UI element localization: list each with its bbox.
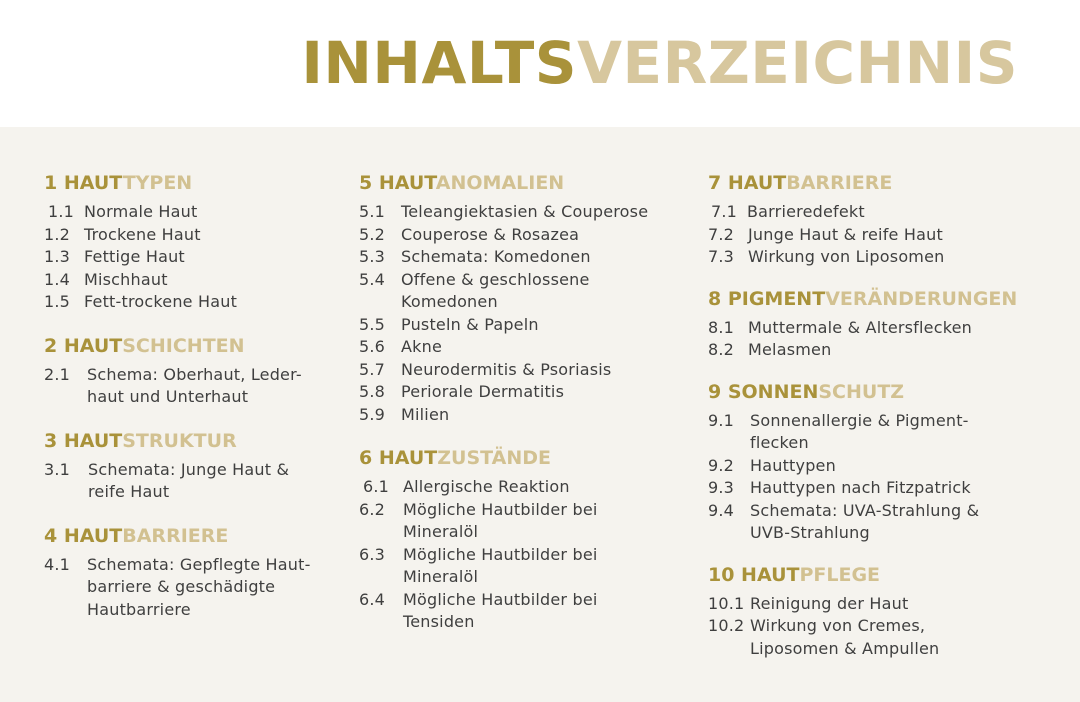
- section-heading: [44, 524, 344, 548]
- entry-number: 8.2: [708, 340, 735, 359]
- entry-number: 1.2: [44, 224, 71, 244]
- toc-section: [44, 171, 344, 314]
- section-heading: [708, 563, 1068, 587]
- entry-number: 5.2: [359, 224, 386, 244]
- entry-number: 1.1: [48, 202, 75, 221]
- entry-title: Periorale Dermatitis: [401, 382, 565, 401]
- section-heading: [44, 334, 344, 358]
- section-heading: [708, 171, 1068, 195]
- heading-part1: 3 HAUT: [44, 429, 123, 452]
- toc-entry[interactable]: [708, 615, 1068, 660]
- page-title-part2: VERZEICHNIS: [577, 29, 1018, 97]
- toc-entry[interactable]: [359, 404, 689, 427]
- toc-entry[interactable]: [359, 224, 689, 247]
- toc-entry[interactable]: [708, 317, 1068, 340]
- entry-title: Schema: Oberhaut, Leder-haut und Unterhaut: [87, 364, 302, 406]
- heading-part2: BARRIERE: [122, 524, 229, 547]
- toc-entry[interactable]: [359, 476, 689, 499]
- toc-entry[interactable]: [359, 269, 689, 314]
- toc-entry[interactable]: [708, 201, 1068, 224]
- entry-number: 6.1: [363, 477, 390, 496]
- heading-part2: PFLEGE: [799, 563, 881, 586]
- heading-part2: VERÄNDERUNGEN: [825, 287, 1018, 310]
- entry-title: Hauttypen nach Fitzpatrick: [750, 478, 971, 497]
- entry-number: 3.1: [44, 459, 71, 479]
- toc-entry[interactable]: [708, 246, 1068, 269]
- heading-part1: 8 PIGMENT: [708, 287, 826, 310]
- toc-section: [708, 380, 1068, 545]
- entry-title: Neurodermitis & Psoriasis: [401, 359, 612, 379]
- toc-entry[interactable]: [44, 554, 344, 622]
- entry-number: 7.3: [708, 247, 735, 266]
- toc-column-3: [708, 171, 1068, 674]
- toc-entry[interactable]: [44, 246, 344, 269]
- heading-part2: ANOMALIEN: [435, 172, 565, 194]
- toc-entry[interactable]: [708, 477, 1068, 500]
- entry-number: 5.5: [359, 314, 386, 334]
- entry-title: Mischhaut: [84, 269, 168, 289]
- heading-part1: 1 HAUT: [44, 172, 123, 194]
- toc-section: [44, 429, 344, 504]
- toc-entry[interactable]: [359, 246, 689, 269]
- toc-entry[interactable]: [44, 269, 344, 292]
- toc-entry[interactable]: [708, 224, 1068, 247]
- entry-number: 5.9: [359, 404, 386, 424]
- entry-title: Akne: [401, 337, 442, 356]
- entry-title: Sonnenallergie & Pigment-flecken: [750, 410, 969, 452]
- entry-title: Wirkung von Cremes, Liposomen & Ampullen: [750, 616, 940, 658]
- entry-number: 7.2: [708, 224, 735, 244]
- toc-entry[interactable]: [359, 499, 689, 544]
- toc-entry[interactable]: [708, 339, 1068, 362]
- entry-number: 9.2: [708, 455, 735, 475]
- section-heading: [708, 380, 1068, 404]
- toc-entry[interactable]: [44, 224, 344, 247]
- entry-number: 10.1: [708, 593, 745, 613]
- toc-section: [44, 524, 344, 622]
- section-heading: [359, 446, 689, 470]
- entry-number: 5.1: [359, 202, 386, 221]
- heading-part2: BARRIERE: [786, 172, 893, 194]
- entry-number: 9.4: [708, 500, 735, 520]
- entry-title: Offene & geschlossene Komedonen: [401, 269, 590, 311]
- entry-title: Wirkung von Liposomen: [748, 247, 945, 266]
- entry-title: Mögliche Hautbilder bei Mineralöl: [403, 499, 598, 541]
- section-heading: [359, 171, 689, 195]
- entry-title: Muttermale & Altersflecken: [748, 317, 972, 337]
- entry-number: 6.4: [359, 589, 386, 609]
- entry-title: Schemata: Junge Haut & reife Haut: [88, 459, 290, 501]
- toc-entry[interactable]: [359, 544, 689, 589]
- entry-number: 1.5: [44, 292, 71, 311]
- entry-number: 8.1: [708, 317, 735, 337]
- entry-title: Mögliche Hautbilder bei Tensiden: [403, 589, 598, 631]
- entry-number: 5.4: [359, 269, 386, 289]
- entry-number: 5.6: [359, 337, 386, 356]
- toc-entry[interactable]: [359, 359, 689, 382]
- entry-title: Fett-trockene Haut: [84, 292, 238, 311]
- toc-entry[interactable]: [708, 500, 1068, 545]
- toc-entry[interactable]: [44, 364, 344, 409]
- section-heading: [44, 171, 344, 195]
- entry-title: Normale Haut: [84, 202, 198, 221]
- toc-entry[interactable]: [359, 314, 689, 337]
- entry-title: Schemata: Komedonen: [401, 247, 591, 266]
- entry-title: Barrieredefekt: [747, 202, 865, 221]
- toc-column-1: [44, 171, 344, 635]
- heading-part2: SCHUTZ: [818, 380, 905, 403]
- entry-number: 5.3: [359, 247, 386, 266]
- entry-number: 6.3: [359, 544, 386, 564]
- entry-title: Schemata: Gepflegte Haut-barriere & geschädigte Hautbarriere: [87, 554, 311, 619]
- entry-number: 9.3: [708, 478, 735, 497]
- entry-title: Fettige Haut: [84, 247, 185, 266]
- toc-entry[interactable]: [44, 459, 344, 504]
- heading-part1: 2 HAUT: [44, 334, 123, 357]
- entry-number: 5.7: [359, 359, 386, 379]
- entry-title: Melasmen: [748, 340, 832, 359]
- entry-title: Milien: [401, 404, 450, 424]
- entry-number: 4.1: [44, 554, 71, 574]
- entry-number: 1.3: [44, 247, 71, 266]
- heading-part2: TYPEN: [122, 172, 193, 194]
- toc-section: [44, 334, 344, 409]
- entry-number: 1.4: [44, 269, 71, 289]
- page-title: [0, 28, 1018, 98]
- toc-entry[interactable]: [359, 381, 689, 404]
- toc-section: [359, 171, 689, 426]
- entry-title: Mögliche Hautbilder bei Mineralöl: [403, 544, 598, 586]
- entry-number: 7.1: [711, 202, 738, 221]
- entry-number: 6.2: [359, 499, 386, 519]
- toc-entry[interactable]: [44, 291, 344, 314]
- entry-title: Hauttypen: [750, 455, 836, 475]
- heading-part1: 7 HAUT: [708, 172, 787, 194]
- toc-entry[interactable]: [708, 410, 1068, 455]
- entry-title: Couperose & Rosazea: [401, 224, 580, 244]
- toc-section: [708, 563, 1068, 661]
- heading-part1: 6 HAUT: [359, 447, 438, 469]
- entry-title: Teleangiektasien & Couperose: [401, 202, 649, 221]
- entry-title: Trockene Haut: [84, 224, 201, 244]
- toc-entry[interactable]: [359, 201, 689, 224]
- toc-entry[interactable]: [708, 593, 1068, 616]
- entry-title: Allergische Reaktion: [403, 477, 570, 496]
- entry-number: 10.2: [708, 616, 745, 635]
- entry-title: Schemata: UVA-Strahlung & UVB-Strahlung: [750, 500, 980, 542]
- toc-entry[interactable]: [708, 455, 1068, 478]
- entry-title: Junge Haut & reife Haut: [748, 224, 943, 244]
- entry-number: 2.1: [44, 364, 71, 384]
- section-heading: [44, 429, 344, 453]
- toc-entry[interactable]: [359, 589, 689, 634]
- heading-part2: SCHICHTEN: [122, 334, 245, 357]
- entry-title: Pusteln & Papeln: [401, 314, 539, 334]
- heading-part1: 9 SONNEN: [708, 380, 819, 403]
- toc-column-2: [359, 171, 689, 648]
- toc-section: [359, 446, 689, 634]
- entry-number: 9.1: [708, 410, 735, 430]
- heading-part1: 10 HAUT: [708, 563, 800, 586]
- toc-section: [708, 287, 1068, 362]
- toc-entry[interactable]: [44, 201, 344, 224]
- heading-part2: STRUKTUR: [122, 429, 237, 452]
- section-heading: [708, 287, 1068, 311]
- heading-part1: 5 HAUT: [359, 172, 436, 194]
- toc-entry[interactable]: [359, 336, 689, 359]
- entry-number: 5.8: [359, 382, 386, 401]
- page-title-part1: INHALTS: [301, 29, 578, 97]
- heading-part2: ZUSTÄNDE: [437, 447, 551, 469]
- entry-title: Reinigung der Haut: [750, 593, 909, 613]
- heading-part1: 4 HAUT: [44, 524, 123, 547]
- toc-section: [708, 171, 1068, 269]
